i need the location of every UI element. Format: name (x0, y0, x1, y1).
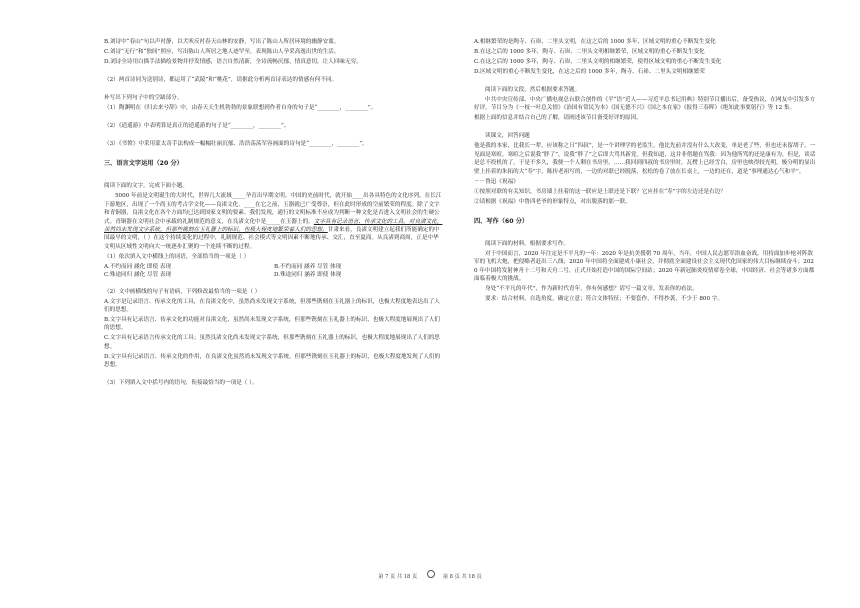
fill-intro: 补写出下列句子中的空缺部分。 (104, 95, 183, 101)
zhufu-passage: 他是我的本家，比我长一辈，应该称之曰“四叔”，是一个讲理学的老监生。他比先前并没有什么大改变，单是老了些，但也还未留胡子，一见面是寒暄，寒暄之后说我“胖了”，说我“胖了”之后即大骂其新党。但我知道，这并非借题在骂我：因为他所骂的还是康有为。但是，谈话是总不投机的了，于是不多久，我便一个人剩在书房里。……我回到四叔的书房里时，瓦楞上已经雪白，房里也映得较光明，极分明的显出壁上挂着的朱拓的大“寿”字，陈抟老祖写的，一边的对联已经脱落，松松的卷了放在长桌上，一边的还在，道是“事理通达心气和平”。 (474, 143, 816, 175)
right-page-number: 第 8 页 共 18 页 (442, 574, 482, 580)
q2-option-d: D.文字具有记录语言、传承文化的作用，在良渚文化虽然尚未发现文字系统，但那些镌刻在玉礼器上的标识，也极大程度地发现了人们的思想。 (104, 353, 441, 369)
page-footer (0, 573, 860, 580)
question-1: （1）依次填入文中横线上的词语，全部恰当的一项是（ ） (104, 253, 250, 260)
essay-prompt: 身处“不平凡的年代”，作为新时代青年，你有何感想？请写一篇文章，发表你的看法。 (485, 286, 698, 293)
section-3-heading: 三、语言文字运用（20 分） (104, 160, 183, 167)
q2-option-b: B.文字具有记录语言、传承文化的功能对良渚文化，虽然尚未发现文字系统，但那些镌刻在玉礼器上的标识，也极大程度地展现出了人们的思想。 (104, 317, 440, 332)
fill-question-1: （1）陶渊明在《归去来兮辞》中，由春天天生机勃勃的景象联想到作者自身的句子是“________，________”。 (104, 105, 377, 111)
underlined-sentence: 文字具有记录语言、传承文化的工具，对良渚文化，虽然尚未发现文字系统，但那些镌刻在玉礼器上的标识，也极大程度地繁荣着人们的思想。 (104, 218, 443, 234)
passage-source: －－鲁迅《祝福》 (474, 178, 519, 185)
q2-option-c: C.文字具有记录语言传承文化的工具；虽然良渚文化尚未发现文字系统，但那些镌刻在玉礼器上的标识，也极大程度地展现出了人们的思想。 (104, 335, 440, 350)
essay-requirements: 要求：结合材料，自选角度，确定立意；符合文体特征；不要套作，不得抄袭，不少于 800 字。 (485, 296, 723, 303)
reading-intro-2: 阅读下面的文段，然后根据要求答题。 (485, 87, 581, 93)
option-b: B.刘诗中“春山”句以声衬静，以犬吠反衬春天山林的安静，写出了陈山人所居环境的幽静安谧。 (104, 39, 340, 45)
option-c: C.刘诗“无行”和“独间”照应，写出陈山人所居之地人迹罕至，表现陈山人孕采高逸出世的生活。 (104, 49, 340, 55)
left-page (104, 38, 444, 389)
question-3: （3）下列填入文中括号内的语句，衔接最恰当的一项是（ ）。 (104, 380, 258, 387)
passage-part-b: 甘肃来看，良渚文明建立起我们所能确定的中国最早的文明，（ ）在这个持续变化的过程中，礼制规范、社会模式等文明因素不断地传承、交汇，直至夏商。从良渚到商周，正是中华文明从区域性文明向大一统逐步汇聚的一个连续不断的过程。 (104, 227, 440, 250)
sub-question-2: ②请根据《祝福》中鲁四老爷的形象特点，对出脱落的那一联。 (474, 198, 631, 205)
passage-text (104, 192, 444, 251)
q3-option-a: A.相继繁荣的是陶寺、石峁、二里头文明，在这之后的 1000 多年，区域文明的重心不断发生变化 (474, 39, 716, 45)
q1-options-row-1 (104, 263, 444, 271)
q3-option-d: D.区域文明的重心不断发生变化，在这之后的 1000 多年，陶寺、石峁、二里头文明相继繁荣 (474, 69, 705, 75)
passage-part-a: 5000 年前是文明诞生的大时代，世界几大流域_____孕育出早期文明。中国的史前时代，就开始____出各具特色的文化序列。在长江下游地区，出现了一个尚玉的考古学文化——良渚文化。____在它之前，玉器就已广受尊崇，但在此时形成的空前繁荣的程度。除了文字和青铜器，良渚文化在各个方面均已达到国家文明的要素。我们发现，通行的文明标准不应成为判断一种文化是否进入文明社会的生硬公式。青铜器在文明社会中承载的礼制规范的意义，在良渚文化中是_____在玉器上的。 (104, 193, 442, 225)
q1-option-c: C.殊途同归 涵化 尽管 表现 (104, 272, 172, 279)
q1-option-d: D.殊途同归 涵养 即使 体现 (274, 272, 342, 279)
fill-question-2: （2）《逍遥游》中表明算是真正的逍遥游的句子是“________，________”。 (104, 123, 290, 129)
reading-intro-3: 读课文，回答问题 (485, 133, 530, 140)
q1-options-row-2 (104, 271, 444, 279)
section-4-heading: 四、写作（60 分） (474, 217, 529, 225)
q1-option-a: A.不约而同 涵化 即使 表现 (104, 263, 172, 270)
program-question: 根据上面的信息并结合自己的了解，请阐述该节目备受好评的原因。 (474, 115, 642, 122)
fill-question-3: （3）《书愤》中采用蒙太奇手法构成一幅幅壮丽沉郁、浩浩荡荡军容画面的诗句是“________，________”。 (104, 141, 368, 147)
q1-option-b: B.不约而同 涵养 尽管 体现 (274, 263, 342, 270)
right-page (474, 38, 816, 305)
q3-option-c: C.在这之后的 1000 多年，陶寺、石峁、二里头文明的相继繁荣，使得区域文明的重心不断发生变化 (474, 59, 722, 65)
q3-option-b: B.在这之后的 1000 多年，陶寺、石峁、二里头文明相继繁荣，区域文明的重心不断发生变化 (474, 49, 705, 55)
reading-intro: 阅读下面的文字，完成下面小题。 (104, 183, 188, 190)
program-passage: 中共中央宣传部、中央广播电视总台联合创作的《平“语”近人——习近平总书记用典》特别节目播出后，备受热议，在网友中引发多方好评。节目分为《一枝一叶总关情》《治国有常民为本》《国无德不兴》《国之本在家》《报得三春晖》《绝知此事要躬行》等 12 集。 (474, 97, 816, 112)
reading-intro-4: 阅读下面的材料，根据要求写作。 (485, 241, 569, 248)
essay-material: 对于中国而言，2020 年注定是不平凡的一年：2020 年是抗美援朝 70 周年，当年，中国人民志愿军浴血奋战，用持面加步枪对阵敌军的飞机大炮，把侵略者赶出三八线；2020 年中国将全面建成小康社会，并彻底全面建设社会主义现代化国家的伟大目标继续奋斗；2020 年中国将发射神舟十二号和天舟二号，正式开始打造中国的国际空间站；2020 年新冠肺炎疫情席卷全球，中国经济、社会等诸多方面都面临着极大的挑战。 (474, 251, 815, 283)
poem-question-2: （2）两首诗同为送别诗，都运用了“武陵”和“桃花”，请据此分析两首诗表达的情感有何不同。 (104, 77, 338, 83)
option-d: D.刘诗全诗用白描手法描绘景物并抒发情感，语言自然清新，全诗流畅沉郁，情真意切，让人回味无穷。 (104, 59, 362, 65)
q2-option-a: A.文字是记录语言、传承文化的工具，在良渚文化中，虽然尚未发现文字系统，但那些镌刻在玉礼器上的标识，也极大程度地表达出了人们的思想。 (104, 298, 440, 314)
sub-question-1: ①按照对联的有关知识，书房墙上挂着的这一联应是上联还是下联？它应挂在“寿”字的左边还是右边？ (474, 188, 726, 195)
question-2: （2）文中画横线的句子有语病，下列修改最恰当的一项是（ ） (104, 288, 261, 295)
left-page-number: 第 7 页 共 18 页 (378, 574, 418, 580)
